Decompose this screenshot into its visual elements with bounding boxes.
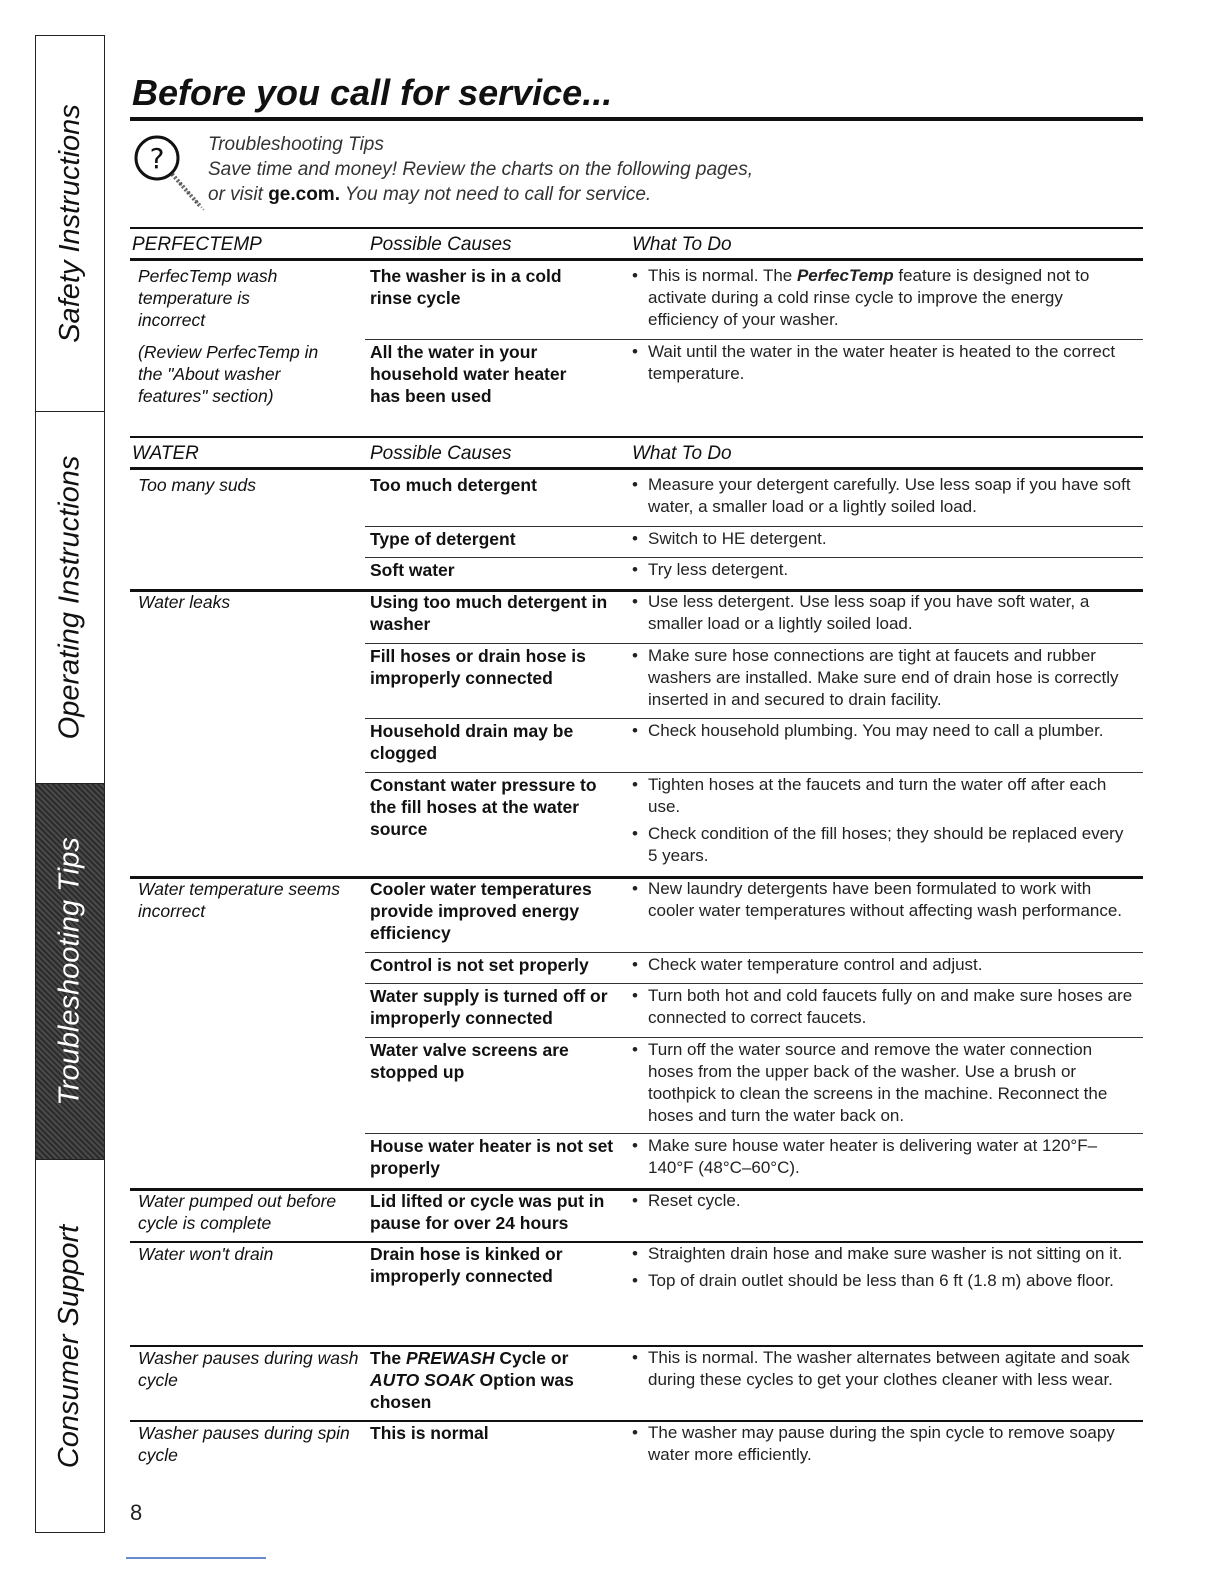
tips-heading: Troubleshooting Tips (208, 134, 384, 155)
todo-item: • Turn off the water source and remove the water connection hoses from the upper back of the washer. Use a brush or toothpick to clean the screens in the machine. Reconnect the hoses and turn the water back on. (632, 1039, 1137, 1127)
title-rule (130, 117, 1143, 121)
question-mark-icon (132, 132, 210, 214)
todo-text: This is normal. The (648, 266, 797, 285)
todo-item: • Check household plumbing. You may need to call a plumber. (632, 720, 1137, 742)
table-header (130, 436, 1143, 470)
tips-intro (208, 132, 753, 207)
todo-item: • Reset cycle. (632, 1190, 1137, 1212)
table-row (130, 1035, 1143, 1131)
todo-item: • New laundry detergents have been formulated to work with cooler water temperatures without affecting wash performance. (632, 878, 1137, 922)
tab-label: Operating Instructions (53, 455, 86, 740)
cause: Soft water (370, 560, 455, 580)
cause: Fill hoses or drain hose is improperly connected (370, 646, 586, 688)
cause-emphasis: PREWASH (405, 1348, 495, 1368)
header-causes: Possible Causes (370, 443, 512, 464)
footer-underline (126, 1557, 266, 1559)
problem-label: Water leaks (138, 592, 231, 612)
todo (632, 591, 1137, 635)
tab-label: Safety Instructions (53, 104, 86, 343)
cause: Using too much detergent in washer (370, 592, 608, 634)
cause: Cooler water temperatures provide improved energy efficiency (370, 879, 592, 943)
table-row (130, 524, 1143, 555)
ge-link[interactable]: ge.com. (268, 184, 340, 205)
cause: Constant water pressure to the fill hoses at the water source (370, 775, 597, 839)
todo-item: • Switch to HE detergent. (632, 528, 1137, 550)
todo-item: • Straighten drain hose and make sure washer is not sitting on it. (632, 1243, 1137, 1265)
page-title: Before you call for service... (132, 72, 613, 113)
todo (632, 341, 1137, 385)
water-table (130, 436, 1143, 1474)
table-row (130, 555, 1143, 587)
header-todo: What To Do (632, 443, 732, 464)
todo (632, 878, 1137, 922)
tab-safety-instructions[interactable] (36, 36, 104, 412)
problem-label: PerfecTemp wash temperature is incorrect (138, 266, 278, 330)
cause (370, 1347, 615, 1413)
table-row (130, 470, 1143, 524)
tab-label: Troubleshooting Tips (53, 837, 86, 1106)
table-row (130, 770, 1143, 874)
cause: Control is not set properly (370, 955, 589, 975)
tab-operating-instructions[interactable] (36, 412, 104, 784)
todo-item: • Make sure house water heater is delivering water at 120°F–140°F (48°C–60°C). (632, 1135, 1137, 1179)
todo (632, 1135, 1137, 1179)
todo-item: • Check water temperature control and adjust. (632, 954, 1137, 976)
todo-item: • Wait until the water in the water heater is heated to the correct temperature. (632, 341, 1137, 385)
side-nav (35, 35, 105, 1533)
todo (632, 265, 1137, 331)
todo-item: • Measure your detergent carefully. Use less soap if you have soft water, a smaller load or a lightly soiled load. (632, 474, 1137, 518)
cause-emphasis: AUTO SOAK (370, 1370, 475, 1390)
table-row (130, 950, 1143, 981)
todo-item (632, 265, 1137, 331)
header-causes: Possible Causes (370, 234, 512, 255)
todo (632, 645, 1137, 711)
todo-item: • Turn both hot and cold faucets fully on and make sure hoses are connected to correct faucets. (632, 985, 1137, 1029)
tab-label: Consumer Support (53, 1224, 86, 1468)
table-header (130, 227, 1143, 261)
todo (632, 474, 1137, 518)
table-row (130, 716, 1143, 770)
todo-item: • Make sure hose connections are tight at faucets and rubber washers are installed. Make sure end of drain hose is correctly inserted in and secured to drain facility. (632, 645, 1137, 711)
tips-line1: Save time and money! Review the charts on the following pages, (208, 159, 753, 180)
perfectemp-table (130, 227, 1143, 411)
problem-label: Water pumped out before cycle is complete (138, 1191, 337, 1233)
cause-text: The (370, 1348, 406, 1368)
todo-item: • Tighten hoses at the faucets and turn the water off after each use. (632, 774, 1137, 818)
todo (632, 720, 1137, 742)
page-number: 8 (130, 1500, 143, 1525)
todo (632, 954, 1137, 976)
todo-emphasis: PerfecTemp (796, 266, 894, 285)
problem-label: Washer pauses during wash cycle (138, 1348, 359, 1390)
todo (632, 559, 1137, 581)
table-row (130, 587, 1143, 641)
todo-item: • Use less detergent. Use less soap if you have soft water, a smaller load or a lightly soiled load. (632, 591, 1137, 635)
todo-item: • This is normal. The washer alternates between agitate and soak during these cycles to get your clothes cleaner with less wear. (632, 1347, 1137, 1391)
todo-text: feature is designed not to activate during a cold rinse cycle to improve the energy efficiency of your washer. (648, 266, 1090, 329)
cause: Water valve screens are stopped up (370, 1040, 569, 1082)
problem-label: Water won't drain (138, 1244, 274, 1264)
svg-text:?: ? (149, 142, 165, 175)
cause: Type of detergent (370, 529, 516, 549)
todo (632, 1422, 1137, 1466)
table-row (130, 981, 1143, 1035)
cause: Too much detergent (370, 475, 537, 495)
problem-label: Too many suds (138, 475, 257, 495)
cause-text: Option was chosen (370, 1370, 574, 1412)
problem-note: (Review PerfecTemp in the "About washer features" section) (138, 342, 319, 406)
tab-consumer-support[interactable] (36, 1160, 104, 1532)
table-row (130, 1239, 1143, 1343)
todo-item: • Try less detergent. (632, 559, 1137, 581)
table-row (130, 1131, 1143, 1186)
cause-text: Cycle or (494, 1348, 569, 1368)
table-row (130, 874, 1143, 950)
cause: House water heater is not set properly (370, 1136, 614, 1178)
table-row (130, 261, 1143, 337)
todo (632, 1039, 1137, 1127)
todo (632, 1347, 1137, 1391)
tips-line2 (208, 182, 753, 207)
cause: Drain hose is kinked or improperly connected (370, 1244, 563, 1286)
tips-line2-suffix: You may not need to call for service. (340, 184, 652, 205)
problem-label: Washer pauses during spin cycle (138, 1423, 350, 1465)
header-category: PERFECTEMP (132, 234, 262, 255)
todo (632, 1243, 1137, 1292)
header-todo: What To Do (632, 234, 732, 255)
todo (632, 1190, 1137, 1212)
cause: Lid lifted or cycle was put in pause for over 24 hours (370, 1191, 605, 1233)
cause: This is normal (370, 1423, 489, 1443)
problem-label: Water temperature seems incorrect (138, 879, 340, 921)
header-category: WATER (132, 443, 199, 464)
todo (632, 528, 1137, 550)
table-row (130, 1186, 1143, 1239)
todo (632, 985, 1137, 1029)
table-row (130, 1418, 1143, 1474)
table-row (130, 1343, 1143, 1418)
tips-line2-prefix: or visit (208, 184, 269, 205)
cause: The washer is in a cold rinse cycle (370, 266, 562, 308)
cause: Water supply is turned off or improperly connected (370, 986, 608, 1028)
todo-item: • The washer may pause during the spin cycle to remove soapy water more efficiently. (632, 1422, 1137, 1466)
cause: All the water in your household water heater has been used (370, 342, 567, 406)
todo-item: • Check condition of the fill hoses; they should be replaced every 5 years. (632, 823, 1137, 867)
tab-troubleshooting-tips[interactable] (36, 784, 104, 1160)
table-row (130, 337, 1143, 411)
table-row (130, 641, 1143, 716)
todo-item: • Top of drain outlet should be less than 6 ft (1.8 m) above floor. (632, 1270, 1137, 1292)
todo (632, 774, 1137, 867)
cause: Household drain may be clogged (370, 721, 574, 763)
